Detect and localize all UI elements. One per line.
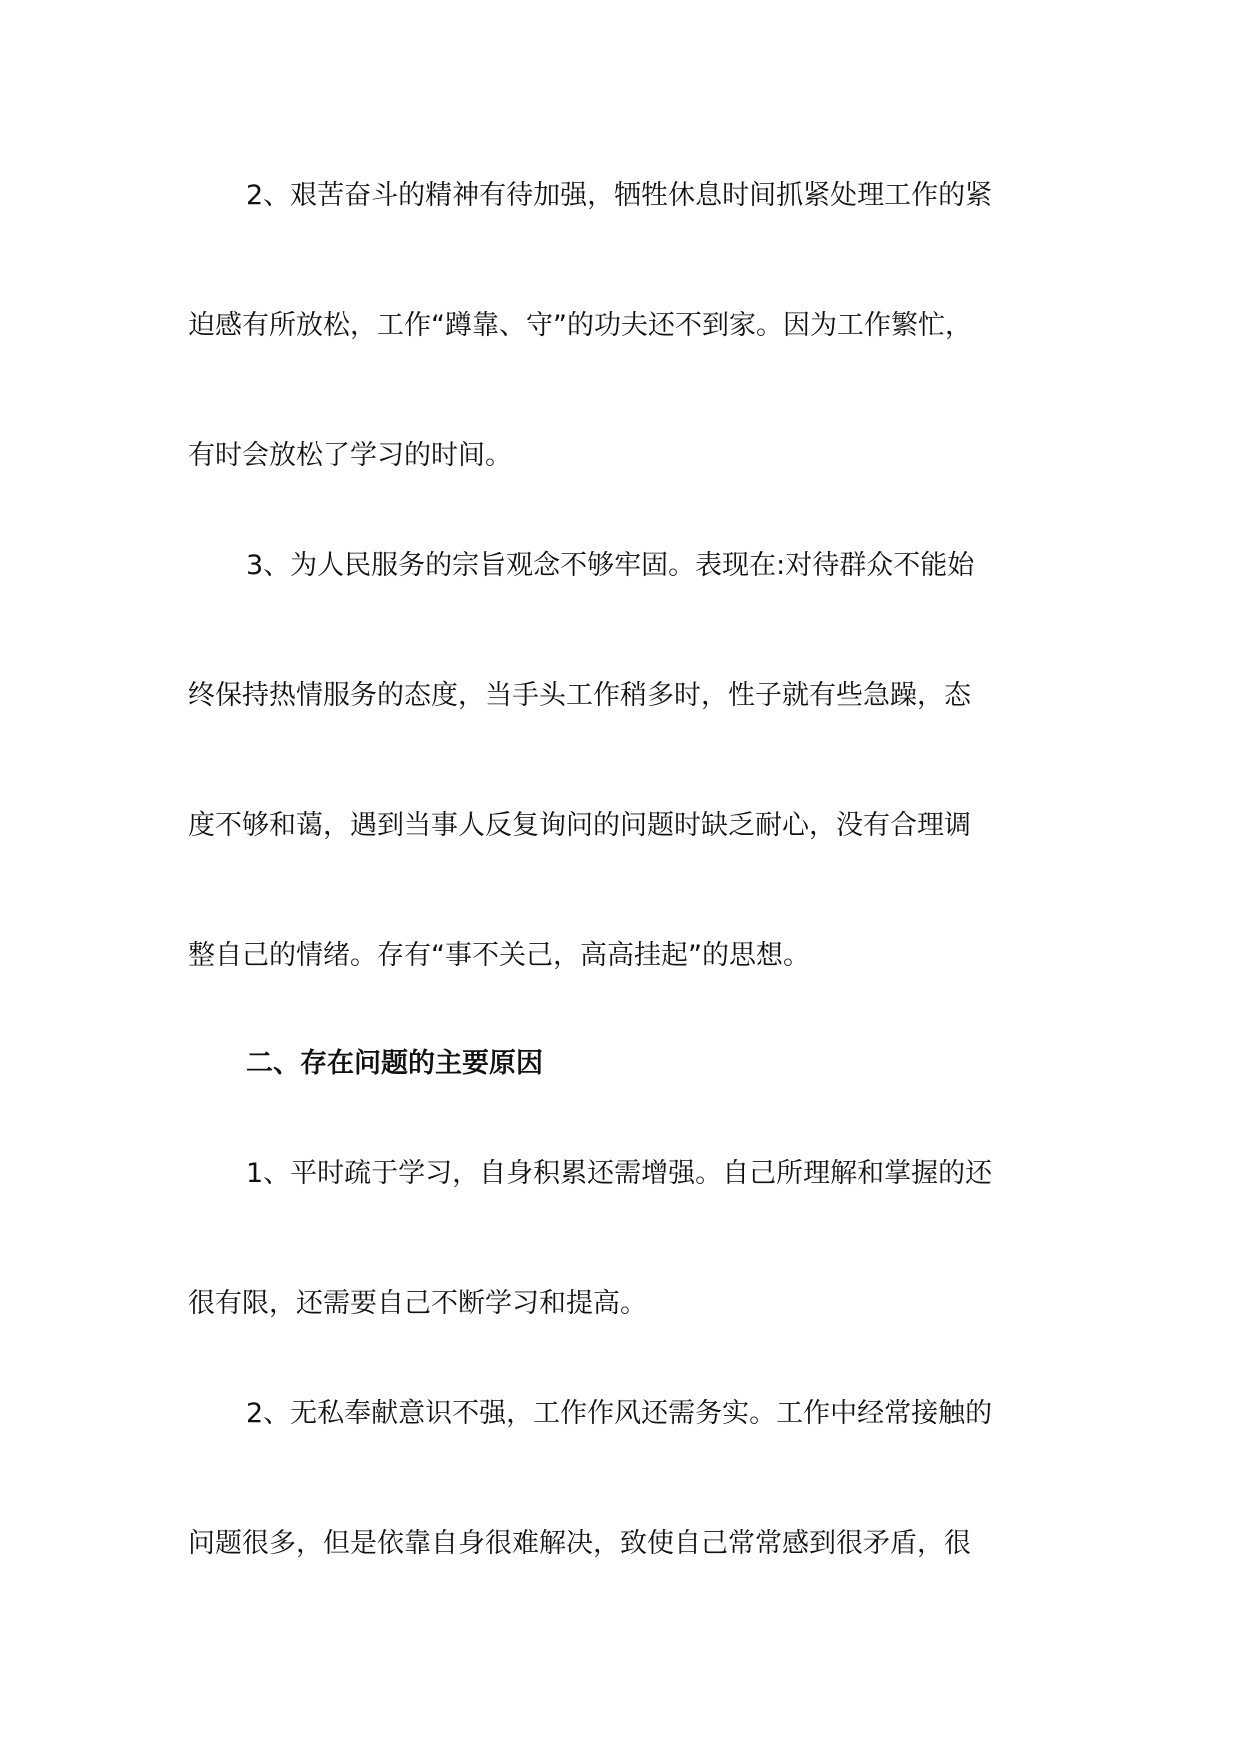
- paragraph-line: 很有限，还需要自己不断学习和提高。: [188, 1288, 647, 1319]
- paragraph-line: 有时会放松了学习的时间。: [188, 440, 512, 471]
- paragraph-line: 迫感有所放松，工作“蹲靠、守”的功夫还不到家。因为工作繁忙，: [188, 310, 972, 341]
- section-heading: 二、存在问题的主要原因: [246, 1048, 543, 1079]
- paragraph-line: 1、平时疏于学习，自身积累还需增强。自己所理解和掌握的还: [246, 1158, 993, 1189]
- paragraph-line: 3、为人民服务的宗旨观念不够牢固。表现在:对待群众不能始: [246, 550, 975, 581]
- paragraph-line: 2、艰苦奋斗的精神有待加强，牺牲休息时间抓紧处理工作的紧: [246, 180, 993, 211]
- paragraph-line: 度不够和蔼，遇到当事人反复询问的问题时缺乏耐心，没有合理调: [188, 810, 971, 841]
- paragraph-line: 整自己的情绪。存有“事不关己，高高挂起”的思想。: [188, 940, 810, 971]
- paragraph-line: 问题很多，但是依靠自身很难解决，致使自己常常感到很矛盾，很: [188, 1528, 971, 1559]
- paragraph-line: 2、无私奉献意识不强，工作作风还需务实。工作中经常接触的: [246, 1398, 993, 1429]
- paragraph-line: 终保持热情服务的态度，当手头工作稍多时，性子就有些急躁，态: [188, 680, 971, 711]
